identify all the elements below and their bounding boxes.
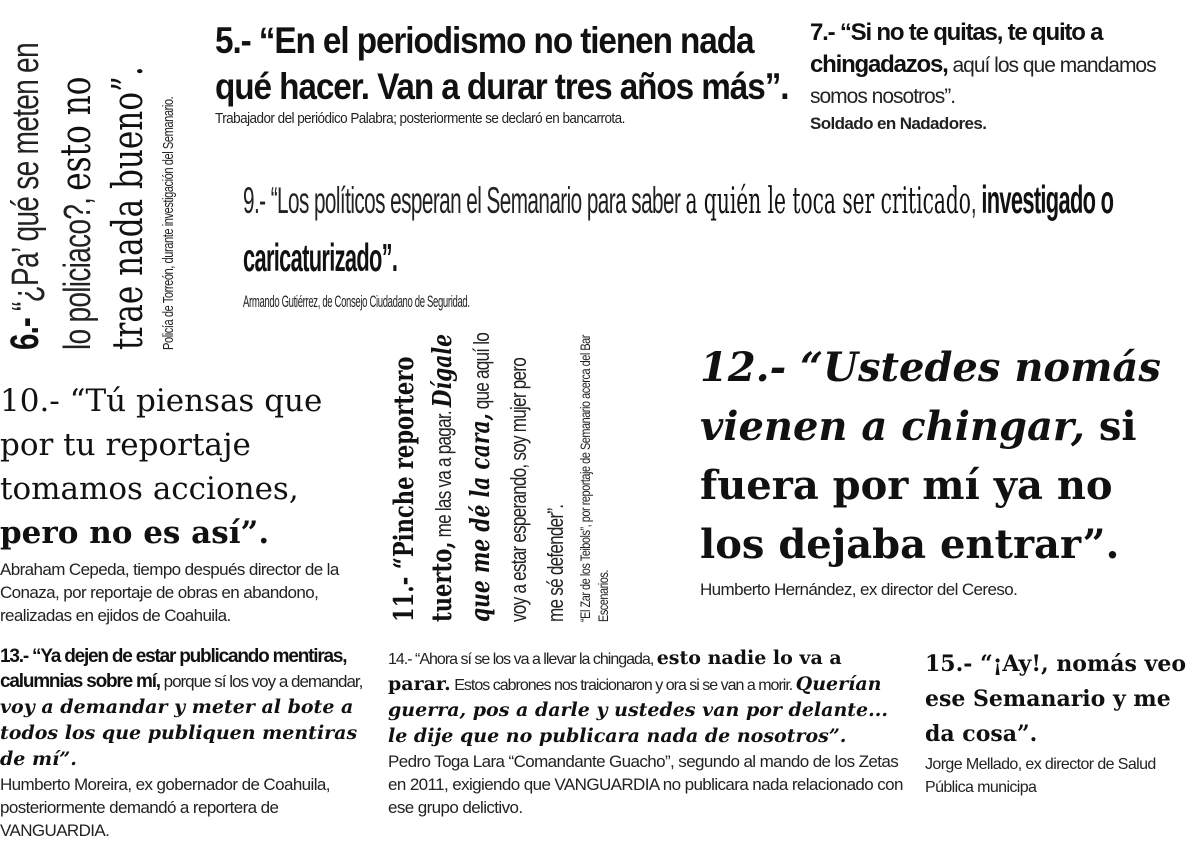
quote-attribution: Trabajador del periódico Palabra; posteriormente se declaró en bancarrota. bbox=[215, 110, 625, 127]
quote-14-body bbox=[388, 646, 908, 819]
quote-5 bbox=[215, 18, 795, 128]
quote-11 bbox=[388, 332, 612, 622]
quote-text: me las va a pagar. bbox=[431, 407, 456, 542]
quote-text: 5.- “En el periodismo no tienen nada qué hacer. Van a durar tres años más”. bbox=[215, 20, 789, 107]
quote-attribution: Policía de Torreón, durante investigación del Semanario. bbox=[160, 96, 177, 350]
quote-attribution: Humberto Hernández, ex director del Cereso. bbox=[700, 580, 1018, 599]
quote-text: que aquí lo voy a estar esperando, soy mujer pero me sé defender”. bbox=[469, 332, 568, 622]
quote-text: , bbox=[970, 180, 982, 221]
quote-text-italic: 12.- “Ustedes nomás vienen a chingar, bbox=[700, 344, 1161, 450]
quote-text-serif: 10.- “Tú piensas que por tu reportaje tomamos acciones, bbox=[0, 383, 323, 507]
quote-text: aquí los que mandamos somos nosotros”. bbox=[810, 54, 1156, 108]
quote-text-italic: voy a demandar y meter al bote a todos los que publiquen mentiras de mí”. bbox=[0, 696, 358, 770]
quote-text-bold: 13.- “Ya dejen de estar publicando mentiras, calumnias sobre mí, bbox=[0, 646, 347, 692]
quote-11-body bbox=[388, 332, 612, 622]
quote-6-body bbox=[4, 40, 179, 350]
quote-attribution: Abraham Cepeda, tiempo después director de la Conaza, por reportaje de obras en abandono, realizadas en ejidos de Coahuila. bbox=[0, 560, 339, 625]
quote-6 bbox=[4, 40, 179, 350]
quote-9 bbox=[243, 176, 1188, 312]
quote-9-body bbox=[243, 176, 1188, 312]
quote-15-body bbox=[925, 648, 1190, 799]
quote-text: 14.- “Ahora sí se los va a llevar la chingada, bbox=[388, 651, 657, 668]
quote-text-bold: esto nadie lo va a parar. bbox=[388, 647, 842, 695]
quote-13 bbox=[0, 645, 370, 842]
quote-attribution: Soldado en Nadadores. bbox=[810, 114, 987, 133]
quote-text: porque sí los voy a demandar, bbox=[159, 672, 363, 691]
quote-text-italic: Querían guerra, pos a darle y ustedes van por delante... le dije que no publicara nada de nosotros”. bbox=[388, 673, 888, 747]
quote-text: “¿Pa’ qué se meten en lo policiaco?, bbox=[5, 43, 99, 350]
quote-text-bold: 15.- “¡Ay!, nomás veo ese Semanario y me da cosa”. bbox=[925, 651, 1187, 747]
quote-15 bbox=[925, 648, 1190, 799]
quote-14 bbox=[388, 646, 908, 819]
quote-attribution: “El Zar de los Teibols”, por reportaje de Semanario acerca del Bar Escenarios. bbox=[577, 335, 611, 622]
quote-number: 6.- bbox=[3, 318, 47, 350]
quote-text-bold: 11.- “Pinche reportero tuerto, bbox=[389, 356, 458, 622]
quote-text-serif: esto no trae nada bueno”. bbox=[51, 66, 152, 350]
quote-attribution: Armando Gutiérrez, de Consejo Ciudadano de Seguridad. bbox=[243, 292, 470, 311]
quote-10 bbox=[0, 382, 350, 627]
quote-7 bbox=[810, 18, 1180, 135]
quote-text: 9.- “Los políticos esperan el Semanario para saber bbox=[243, 180, 686, 221]
quote-7-body bbox=[810, 18, 1180, 135]
quote-text-bold: investigado o caricaturizado”. bbox=[243, 179, 1114, 280]
quote-12 bbox=[700, 343, 1190, 601]
quote-attribution: Humberto Moreira, ex gobernador de Coahuila, posteriormente demandó a reportera de VANGUARDIA. bbox=[0, 775, 330, 840]
quote-5-body bbox=[215, 18, 795, 128]
quote-attribution: Pedro Toga Lara “Comandante Guacho”, segundo al mando de los Zetas en 2011, exigiendo que VANGUARDIA no publicara nada relacionado con ese grupo delictivo. bbox=[388, 752, 903, 817]
quote-attribution: Jorge Mellado, ex director de Salud Pública municipa bbox=[925, 756, 1156, 796]
quote-text-italic: Dígale que me dé la cara, bbox=[428, 333, 496, 622]
quote-text-serif: a quién le toca ser criticado bbox=[685, 181, 971, 222]
quote-text-bold: pero no es así”. bbox=[0, 515, 270, 551]
quote-text-bold: 7.- “Si no te quitas, te quito a chingadazos, bbox=[810, 19, 1103, 78]
quote-12-body bbox=[700, 343, 1190, 601]
quote-text-bold: si fuera por mí ya no los dejaba entrar”. bbox=[700, 403, 1137, 568]
quote-text: Estos cabrones nos traicionaron y ora si se van a morir. bbox=[450, 677, 796, 694]
quote-13-body bbox=[0, 645, 370, 842]
quote-10-body bbox=[0, 382, 350, 627]
